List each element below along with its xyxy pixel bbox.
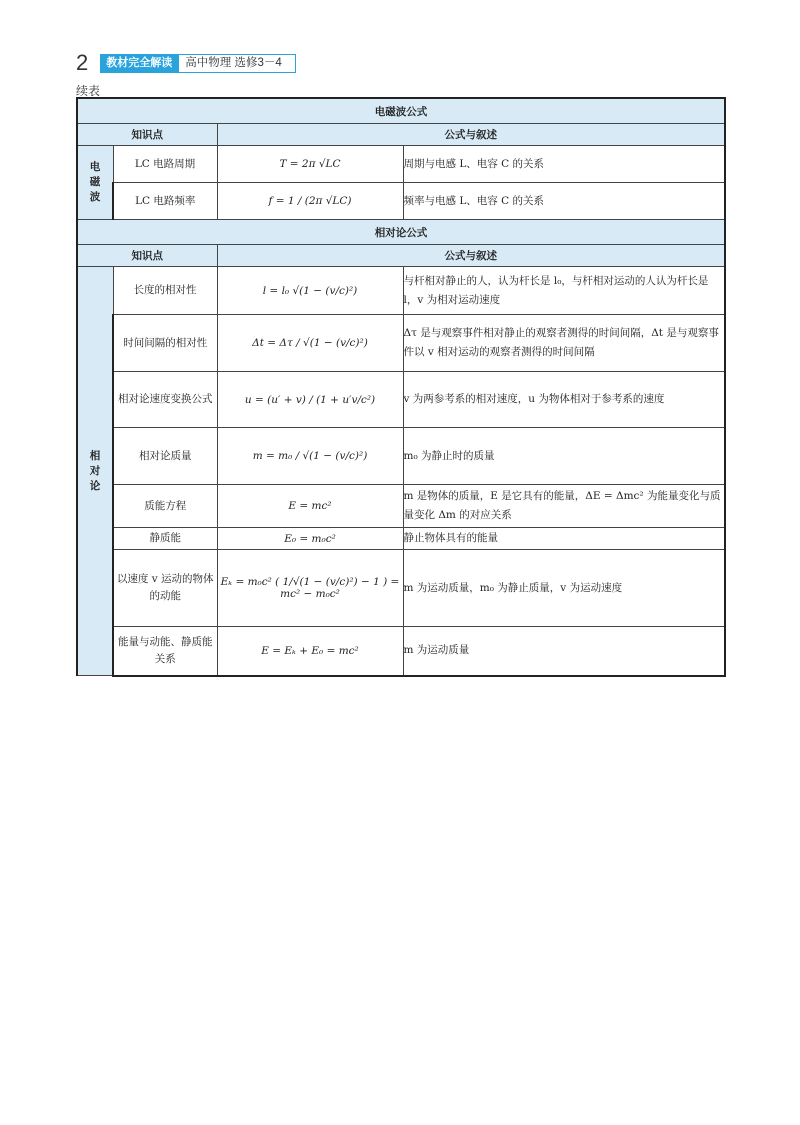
column-header-knowledge: 知识点 [77, 124, 217, 146]
continued-label: 续表 [76, 84, 101, 98]
table-row [77, 627, 725, 676]
formula: Δt = Δτ / √(1 − (v/c)²) [217, 315, 403, 372]
formula: f = 1 / (2π √LC) [217, 183, 403, 220]
page-header [76, 52, 296, 74]
column-header-knowledge: 知识点 [77, 245, 217, 267]
description: 频率与电感 L、电容 C 的关系 [403, 183, 725, 220]
description: Δτ 是与观察事件相对静止的观察者测得的时间间隔，Δt 是与观察事件以 v 相对运动的观察者测得的时间间隔 [403, 315, 725, 372]
knowledge-name: 静质能 [113, 528, 217, 550]
table-row [77, 146, 725, 183]
description: 与杆相对静止的人，认为杆长是 l₀，与杆相对运动的人认为杆长是 l，v 为相对运动速度 [403, 267, 725, 315]
column-header-formula: 公式与叙述 [217, 124, 725, 146]
knowledge-name: 质能方程 [113, 485, 217, 528]
knowledge-name: 相对论质量 [113, 428, 217, 485]
knowledge-name: LC 电路频率 [113, 183, 217, 220]
formula: Eₖ = m₀c² ( 1/√(1 − (v/c)²) − 1 ) = mc² − m₀c² [217, 550, 403, 627]
formula: m = m₀ / √(1 − (v/c)²) [217, 428, 403, 485]
knowledge-name: 相对论速度变换公式 [113, 372, 217, 428]
table-header-row [77, 245, 725, 267]
knowledge-name: 长度的相对性 [113, 267, 217, 315]
table-row [77, 528, 725, 550]
description: 静止物体具有的能量 [403, 528, 725, 550]
table-row [77, 485, 725, 528]
description: 周期与电感 L、电容 C 的关系 [403, 146, 725, 183]
table-row [77, 183, 725, 220]
group-label: 相对论 [77, 267, 113, 676]
description: m 为运动质量，m₀ 为静止质量，v 为运动速度 [403, 550, 725, 627]
table-row [77, 550, 725, 627]
series-badge: 教材完全解读 [100, 54, 178, 73]
table-row [77, 372, 725, 428]
knowledge-name: 以速度 v 运动的物体的动能 [113, 550, 217, 627]
formula: E₀ = m₀c² [217, 528, 403, 550]
formula: E = Eₖ + E₀ = mc² [217, 627, 403, 676]
section-title: 相对论公式 [77, 220, 725, 245]
formula: T = 2π √LC [217, 146, 403, 183]
section-title-row [77, 220, 725, 245]
description: m 为运动质量 [403, 627, 725, 676]
formula: l = l₀ √(1 − (v/c)²) [217, 267, 403, 315]
table-row [77, 315, 725, 372]
formula-table [76, 97, 726, 677]
group-label: 电磁波 [77, 146, 113, 220]
description: v 为两参考系的相对速度，u 为物体相对于参考系的速度 [403, 372, 725, 428]
formula: E = mc² [217, 485, 403, 528]
section-title: 电磁波公式 [77, 98, 725, 124]
page-number: 2 [76, 50, 89, 75]
formula: u = (u′ + v) / (1 + u′v/c²) [217, 372, 403, 428]
table-header-row [77, 124, 725, 146]
book-title: 高中物理 选修3－4 [178, 54, 296, 73]
description: m₀ 为静止时的质量 [403, 428, 725, 485]
knowledge-name: 能量与动能、静质能关系 [113, 627, 217, 676]
table-row [77, 428, 725, 485]
knowledge-name: LC 电路周期 [113, 146, 217, 183]
section-title-row [77, 98, 725, 124]
table-row [77, 267, 725, 315]
knowledge-name: 时间间隔的相对性 [113, 315, 217, 372]
column-header-formula: 公式与叙述 [217, 245, 725, 267]
description: m 是物体的质量，E 是它具有的能量，ΔE = Δmc² 为能量变化与质量变化 Δm 的对应关系 [403, 485, 725, 528]
